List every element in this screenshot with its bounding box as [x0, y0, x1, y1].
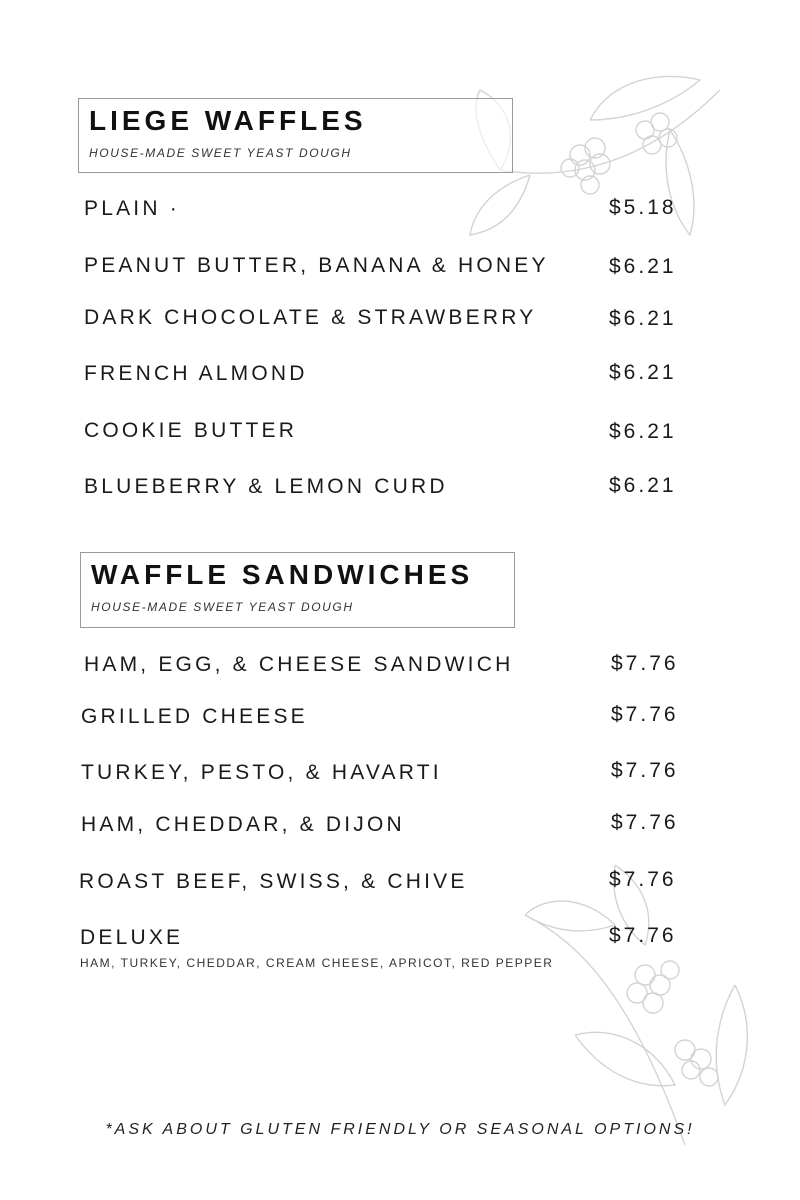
menu-item-name: ROAST BEEF, SWISS, & CHIVE [79, 870, 468, 893]
menu-item-name: PEANUT BUTTER, BANANA & HONEY [84, 254, 549, 277]
menu-item-name: TURKEY, PESTO, & HAVARTI [81, 761, 442, 784]
menu-item-price: $6.21 [609, 361, 677, 384]
coffee-branch-illustration [505, 855, 765, 1155]
menu-item-name: HAM, EGG, & CHEESE SANDWICH [84, 653, 514, 676]
menu-item-price: $6.21 [609, 420, 677, 443]
menu-item-price: $5.18 [609, 196, 677, 219]
footer-note: *ASK ABOUT GLUTEN FRIENDLY OR SEASONAL OPTIONS! [105, 1121, 695, 1138]
menu-item-name: GRILLED CHEESE [81, 705, 308, 728]
menu-item-description: HAM, TURKEY, CHEDDAR, CREAM CHEESE, APRICOT, RED PEPPER [80, 956, 554, 970]
section-subtitle: HOUSE-MADE SWEET YEAST DOUGH [89, 146, 352, 160]
menu-item-name: PLAIN · [84, 197, 180, 220]
section-subtitle: HOUSE-MADE SWEET YEAST DOUGH [91, 600, 354, 614]
menu-item-name: BLUEBERRY & LEMON CURD [84, 475, 448, 498]
menu-item-price: $7.76 [609, 924, 677, 947]
menu-item-price: $7.76 [611, 703, 679, 726]
section-header-waffle-sandwiches [80, 552, 515, 628]
menu-item-price: $7.76 [611, 811, 679, 834]
menu-item-price: $6.21 [609, 474, 677, 497]
menu-item-price: $6.21 [609, 255, 677, 278]
section-header-liege-waffles [78, 98, 513, 173]
section-title: LIEGE WAFFLES [89, 105, 367, 136]
menu-item-name: DARK CHOCOLATE & STRAWBERRY [84, 306, 537, 329]
menu-item-name: DELUXE [80, 926, 184, 949]
menu-item-price: $6.21 [609, 307, 677, 330]
menu-item-price: $7.76 [609, 868, 677, 891]
menu-item-name: FRENCH ALMOND [84, 362, 308, 385]
menu-item-price: $7.76 [611, 759, 679, 782]
menu-item-price: $7.76 [611, 652, 679, 675]
menu-item-name: HAM, CHEDDAR, & DIJON [81, 813, 405, 836]
menu-item-name: COOKIE BUTTER [84, 419, 298, 442]
section-title: WAFFLE SANDWICHES [91, 559, 474, 590]
